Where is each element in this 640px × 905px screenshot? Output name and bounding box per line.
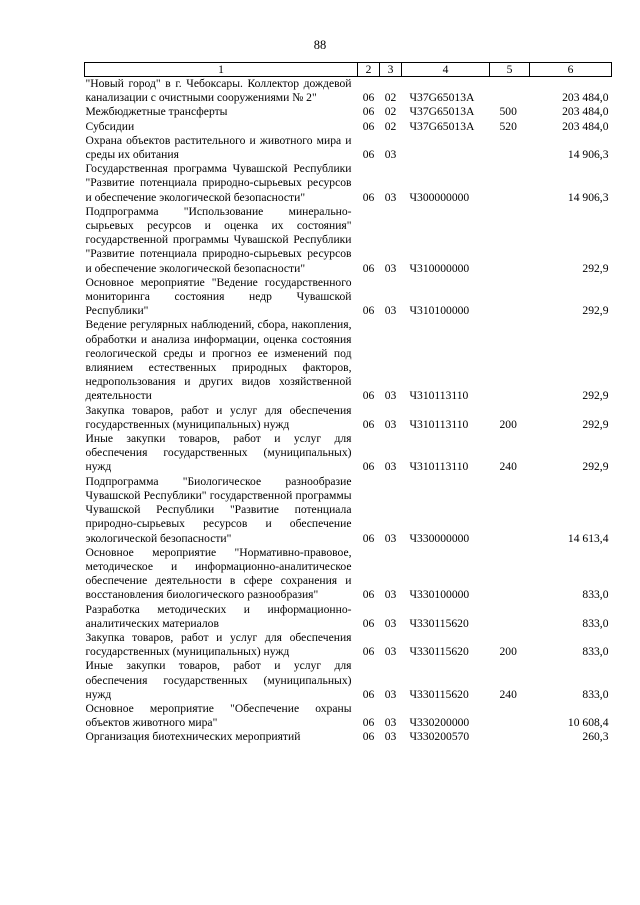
amount-cell: 260,3	[582, 730, 609, 744]
expense-type-cell	[490, 475, 530, 546]
target-article-cell: Ч310100000	[409, 304, 470, 318]
target-article-cell: Ч310113110	[409, 460, 469, 474]
expense-type-cell	[490, 730, 530, 744]
row-name-cell: Государственная программа Чувашской Республики "Развитие потенциала природно-сырьевых ресурсов и обеспечение экологической безопасности"	[85, 162, 352, 204]
page-number: 88	[313, 38, 327, 52]
column-header: 2	[358, 63, 380, 77]
subsection-code-cell: 02	[384, 105, 397, 119]
expense-type-cell: 200	[499, 417, 517, 431]
table-row	[85, 603, 612, 631]
table-row	[85, 162, 612, 205]
row-name-cell: "Новый город" в г. Чебоксары. Коллектор дождевой канализации с очистными сооружениями № 2"	[85, 77, 352, 105]
amount-cell: 292,9	[582, 417, 609, 431]
expense-type-cell	[490, 134, 530, 162]
subsection-code-cell: 02	[384, 119, 397, 133]
table-row	[85, 205, 612, 276]
table-row	[85, 276, 612, 319]
row-name-cell: Субсидии	[85, 119, 135, 133]
subsection-code-cell: 03	[384, 716, 397, 730]
amount-cell: 292,9	[582, 304, 609, 318]
target-article-cell: Ч330115620	[409, 616, 469, 630]
target-article-cell: Ч330200570	[409, 730, 470, 744]
table-row	[85, 105, 612, 119]
section-code-cell: 06	[362, 616, 375, 630]
section-code-cell: 06	[362, 588, 375, 602]
amount-cell: 14 906,3	[567, 190, 609, 204]
expense-type-cell: 240	[499, 687, 517, 701]
target-article-cell: Ч310000000	[409, 261, 470, 275]
table-row	[85, 631, 612, 659]
table-row	[85, 546, 612, 603]
section-code-cell: 06	[362, 687, 375, 701]
table-row	[85, 134, 612, 162]
subsection-code-cell: 03	[384, 304, 397, 318]
subsection-code-cell: 03	[384, 645, 397, 659]
subsection-code-cell: 03	[384, 148, 397, 162]
row-name-cell: Организация биотехнических мероприятий	[85, 730, 301, 744]
budget-table	[84, 62, 612, 745]
table-row	[85, 318, 612, 403]
amount-cell: 292,9	[582, 261, 609, 275]
row-name-cell: Основное мероприятие "Обеспечение охраны объектов животного мира"	[85, 701, 352, 730]
subsection-code-cell: 02	[384, 91, 397, 105]
column-header: 4	[402, 63, 490, 77]
amount-cell: 833,0	[582, 687, 609, 701]
target-article-cell: Ч310113110	[409, 417, 469, 431]
subsection-code-cell: 03	[384, 588, 397, 602]
column-header: 5	[490, 63, 530, 77]
amount-cell: 833,0	[582, 588, 609, 602]
target-article-cell: Ч330115620	[409, 687, 469, 701]
target-article-cell: Ч330100000	[409, 588, 470, 602]
amount-cell: 14 613,4	[567, 531, 609, 545]
expense-type-cell: 520	[499, 119, 517, 133]
subsection-code-cell: 03	[384, 389, 397, 403]
column-header: 3	[380, 63, 402, 77]
amount-cell: 203 484,0	[562, 119, 609, 133]
table-body	[85, 77, 612, 745]
table-row	[85, 77, 612, 106]
amount-cell: 833,0	[582, 645, 609, 659]
expense-type-cell	[490, 77, 530, 106]
expense-type-cell	[490, 702, 530, 730]
row-name-cell: Ведение регулярных наблюдений, сбора, накопления, обработки и анализа информации, оценка состояния геологической среды и прогноз ее изменений под влиянием естественных природных факторов, недропользования и других видов хозяйственной деятельности	[85, 318, 352, 403]
amount-cell: 14 906,3	[567, 148, 609, 162]
column-header: 1	[85, 63, 358, 77]
table-header	[85, 63, 612, 77]
amount-cell: 203 484,0	[562, 105, 609, 119]
target-article-cell: Ч37G65013А	[409, 105, 475, 119]
target-article-cell: Ч310113110	[409, 389, 469, 403]
expense-type-cell: 200	[499, 645, 517, 659]
section-code-cell: 06	[362, 716, 375, 730]
target-article-cell: Ч330200000	[409, 716, 470, 730]
target-article-cell	[402, 134, 490, 162]
expense-type-cell	[490, 603, 530, 631]
table-row	[85, 120, 612, 134]
section-code-cell: 06	[362, 304, 375, 318]
subsection-code-cell: 03	[384, 417, 397, 431]
section-code-cell: 06	[362, 190, 375, 204]
target-article-cell: Ч330115620	[409, 645, 469, 659]
section-code-cell: 06	[362, 531, 375, 545]
row-name-cell: Подпрограмма "Использование минерально-сырьевых ресурсов и оценка их состояния" государственной программы Чувашской Республики "Развитие потенциала природно-сырьевых ресурсов и обеспечение экологической безопасности"	[85, 204, 352, 275]
row-name-cell: Подпрограмма "Биологическое разнообразие Чувашской Республики" государственной программы Чувашской Республики "Развитие потенциала природно-сырьевых ресурсов и обеспечение экологической безопасности"	[85, 474, 352, 545]
section-code-cell: 06	[362, 91, 375, 105]
row-name-cell: Охрана объектов растительного и животного мира и среды их обитания	[85, 133, 352, 162]
row-name-cell: Основное мероприятие "Ведение государственного мониторинга состояния недр Чувашской Республики"	[85, 275, 352, 318]
row-name-cell: Межбюджетные трансферты	[85, 105, 228, 119]
subsection-code-cell: 03	[384, 687, 397, 701]
row-name-cell: Разработка методических и информационно-аналитических материалов	[85, 602, 352, 630]
subsection-code-cell: 03	[384, 261, 397, 275]
amount-cell: 10 608,4	[567, 716, 609, 730]
header-row	[85, 63, 612, 77]
row-name-cell: Закупка товаров, работ и услуг для обеспечения государственных (муниципальных) нужд	[85, 403, 352, 431]
subsection-code-cell: 03	[384, 616, 397, 630]
amount-cell: 833,0	[582, 616, 609, 630]
section-code-cell: 06	[362, 261, 375, 275]
amount-cell: 292,9	[582, 460, 609, 474]
section-code-cell: 06	[362, 417, 375, 431]
section-code-cell: 06	[362, 119, 375, 133]
column-header: 6	[530, 63, 612, 77]
table-row	[85, 659, 612, 702]
section-code-cell: 06	[362, 730, 375, 744]
section-code-cell: 06	[362, 389, 375, 403]
table-row	[85, 730, 612, 744]
amount-cell: 203 484,0	[562, 91, 609, 105]
expense-type-cell: 500	[499, 105, 517, 119]
target-article-cell: Ч37G65013А	[409, 91, 475, 105]
amount-cell: 292,9	[582, 389, 609, 403]
table-row	[85, 404, 612, 432]
expense-type-cell	[490, 276, 530, 319]
target-article-cell: Ч330000000	[409, 531, 470, 545]
row-name-cell: Иные закупки товаров, работ и услуг для обеспечения государственных (муниципальных) нужд	[85, 659, 352, 701]
row-name-cell: Закупка товаров, работ и услуг для обеспечения государственных (муниципальных) нужд	[85, 630, 352, 659]
expense-type-cell	[490, 318, 530, 403]
row-name-cell: Основное мероприятие "Нормативно-правовое, методическое и информационно-аналитическое обеспечение деятельности в сфере сохранения и восстановления биологического разнообразия"	[85, 545, 352, 602]
row-name-cell: Иные закупки товаров, работ и услуг для обеспечения государственных (муниципальных) нужд	[85, 432, 352, 474]
subsection-code-cell: 03	[384, 460, 397, 474]
section-code-cell: 06	[362, 460, 375, 474]
expense-type-cell	[490, 205, 530, 276]
section-code-cell: 06	[362, 105, 375, 119]
subsection-code-cell: 03	[384, 730, 397, 744]
expense-type-cell	[490, 162, 530, 205]
section-code-cell: 06	[362, 645, 375, 659]
table-row	[85, 702, 612, 730]
expense-type-cell: 240	[499, 460, 517, 474]
section-code-cell: 06	[362, 148, 375, 162]
table-row	[85, 475, 612, 546]
subsection-code-cell: 03	[384, 190, 397, 204]
expense-type-cell	[490, 546, 530, 603]
subsection-code-cell: 03	[384, 531, 397, 545]
table-row	[85, 432, 612, 475]
target-article-cell: Ч300000000	[409, 190, 470, 204]
target-article-cell: Ч37G65013А	[409, 119, 475, 133]
